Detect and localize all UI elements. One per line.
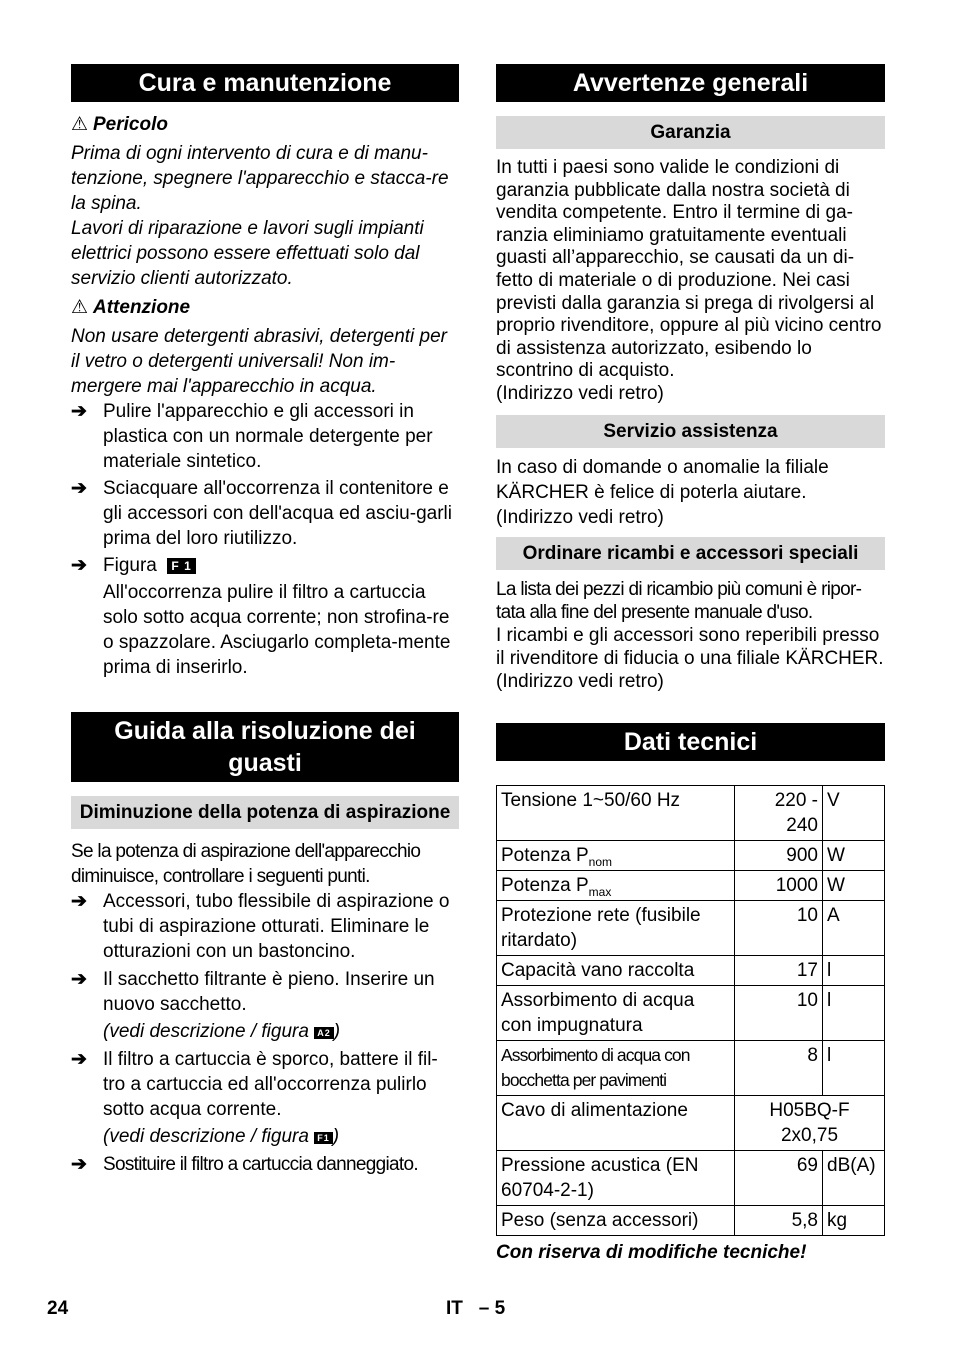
see-description-f1: (vedi descrizione / figura F1 )	[103, 1126, 340, 1147]
spec-unit: l	[823, 955, 885, 985]
spec-unit: V	[823, 785, 885, 840]
spec-value: 1000	[735, 870, 823, 900]
arrow-right-icon: ➔	[71, 401, 87, 422]
spec-label: Assorbimento di acqua con bocchetta per pavimenti	[497, 1040, 735, 1095]
spec-label: Tensione 1~50/60 Hz	[497, 785, 735, 840]
suction-intro: Se la potenza di aspirazione dell'apparecchio diminuisce, controllare i seguenti punti.	[71, 841, 421, 887]
spec-value: 8	[735, 1040, 823, 1095]
figure-text: All'occorrenza pulire il filtro a cartuccia solo sotto acqua corrente; non strofina-re o spazzolare. Asciugarlo completa-mente prima di inserirlo.	[103, 582, 451, 678]
spec-label: Protezione rete (fusibile ritardato)	[497, 900, 735, 955]
list-item: ➔ Figura F 1	[71, 553, 459, 578]
tech-table	[496, 785, 885, 1236]
right-column	[496, 64, 885, 1265]
spec-label: Pressione acustica (EN 60704-2-1)	[497, 1150, 735, 1205]
figure-badge: F 1	[167, 558, 195, 574]
spec-unit: l	[823, 985, 885, 1040]
spec-value: 5,8	[735, 1205, 823, 1235]
spec-unit: W	[823, 840, 885, 870]
list-item: ➔ Accessori, tubo flessibile di aspirazione o tubi di aspirazione otturati. Eliminare le otturazioni con un bastoncino.	[71, 891, 450, 962]
arrow-right-icon: ➔	[71, 478, 87, 499]
page-number: 24	[47, 1298, 69, 1319]
spec-label: Potenza $P_{nom}$	[497, 840, 735, 870]
arrow-right-icon: ➔	[71, 1154, 87, 1175]
spec-value: 69	[735, 1150, 823, 1205]
spec-value: 10	[735, 900, 823, 955]
warning-triangle-icon: ⚠	[71, 114, 89, 135]
table-row	[497, 785, 885, 840]
danger-text-1: Prima di ogni intervento di cura e di manu-tenzione, spegnere l'apparecchio e stacca-re la spina.	[71, 143, 449, 214]
list-item: ➔ Il sacchetto filtrante è pieno. Inserire un nuovo sacchetto.	[71, 969, 435, 1015]
language-page: IT – 5	[446, 1298, 506, 1319]
table-row	[497, 900, 885, 955]
spec-unit: dB(A)	[823, 1150, 885, 1205]
table-row	[497, 1095, 885, 1150]
service-subtitle: Servizio assistenza	[496, 415, 885, 448]
danger-text-2: Lavori di riparazione e lavori sugli impianti elettrici possono essere effettuati solo dal servizio clienti autorizzato.	[71, 218, 424, 289]
tech-title: Dati tecnici	[496, 723, 885, 761]
spec-label: Cavo di alimentazione	[497, 1095, 735, 1150]
warning-triangle-icon: ⚠	[71, 297, 89, 318]
spec-label: Capacità vano raccolta	[497, 955, 735, 985]
general-title: Avvertenze generali	[496, 64, 885, 102]
see-description-a2: (vedi descrizione / figura A2 )	[103, 1021, 341, 1042]
danger-warning	[71, 112, 459, 137]
parts-text-2: I ricambi e gli accessori sono reperibili presso il rivenditore di fiducia o una filiale KÄRCHER.	[496, 624, 884, 669]
arrow-right-icon: ➔	[71, 555, 87, 576]
left-column	[71, 64, 459, 1177]
list-item: ➔ Pulire l'apparecchio e gli accessori in plastica con un normale detergente per materiale sintetico.	[71, 401, 433, 472]
table-row	[497, 1205, 885, 1235]
spec-value: 10	[735, 985, 823, 1040]
disclaimer: Con riserva di modifiche tecniche!	[496, 1241, 807, 1263]
spec-unit: A	[823, 900, 885, 955]
suction-subtitle: Diminuzione della potenza di aspirazione	[71, 796, 459, 829]
list-item: ➔ Sciacquare all'occorrenza il contenitore e gli accessori con dell'acqua ed asciu-garli prima del loro riutilizzo.	[71, 478, 452, 549]
list-item: ➔ Sostituire il filtro a cartuccia danneggiato.	[71, 1154, 418, 1175]
table-row	[497, 840, 885, 870]
address-note: (Indirizzo vedi retro)	[496, 382, 664, 404]
list-item: ➔ Il filtro a cartuccia è sporco, battere il fil-tro a cartuccia ed all'occorrenza pulirlo sotto acqua corrente.	[71, 1049, 438, 1120]
arrow-right-icon: ➔	[71, 891, 87, 912]
table-row	[497, 870, 885, 900]
spec-unit: W	[823, 870, 885, 900]
spec-label: Peso (senza accessori)	[497, 1205, 735, 1235]
attention-warning	[71, 295, 459, 320]
address-note: (Indirizzo vedi retro)	[496, 670, 664, 692]
spec-unit: l	[823, 1040, 885, 1095]
danger-label: Pericolo	[93, 114, 168, 135]
spec-value: 900	[735, 840, 823, 870]
warranty-subtitle: Garanzia	[496, 116, 885, 149]
spec-value: 17	[735, 955, 823, 985]
spec-label: Assorbimento di acqua con impugnatura	[497, 985, 735, 1040]
spec-unit: kg	[823, 1205, 885, 1235]
arrow-right-icon: ➔	[71, 1049, 87, 1070]
table-row	[497, 985, 885, 1040]
trouble-title: Guida alla risoluzione dei guasti	[71, 712, 459, 782]
table-row	[497, 955, 885, 985]
table-row	[497, 1040, 885, 1095]
attention-text: Non usare detergenti abrasivi, detergenti per il vetro o detergenti universali! Non im-mergere mai l'apparecchio in acqua.	[71, 326, 448, 397]
spec-label: Potenza $P_{max}$	[497, 870, 735, 900]
address-note: (Indirizzo vedi retro)	[496, 506, 664, 528]
service-text: In caso di domande o anomalie la filiale KÄRCHER è felice di poterla aiutare.	[496, 456, 829, 503]
spec-value: 220 - 240	[735, 785, 823, 840]
figure-badge: F1	[314, 1132, 333, 1144]
parts-text-1: La lista dei pezzi di ricambio più comuni è ripor-tata alla fine del presente manuale d'uso.	[496, 578, 862, 623]
spec-value: H05BQ-F 2x0,75	[735, 1095, 885, 1150]
warranty-text: In tutti i paesi sono valide le condizioni di garanzia pubblicate dalla nostra società di vendita competente. Entro il termine di ga-ranzia eliminiamo gratuitamente eventuali guasti all’apparecchio, se causati da un di-fetto di materiale o di produzione. Nei casi previsti dalla garanzia si prega di rivolgersi al proprio rivenditore, oppure al più vicino centro di assistenza autorizzato, esibendo lo scontrino di acquisto.	[496, 157, 882, 382]
table-row	[497, 1150, 885, 1205]
parts-subtitle: Ordinare ricambi e accessori speciali	[496, 537, 885, 570]
figure-badge: A2	[314, 1027, 334, 1039]
arrow-right-icon: ➔	[71, 969, 87, 990]
attention-label: Attenzione	[93, 297, 191, 318]
care-title: Cura e manutenzione	[71, 64, 459, 102]
